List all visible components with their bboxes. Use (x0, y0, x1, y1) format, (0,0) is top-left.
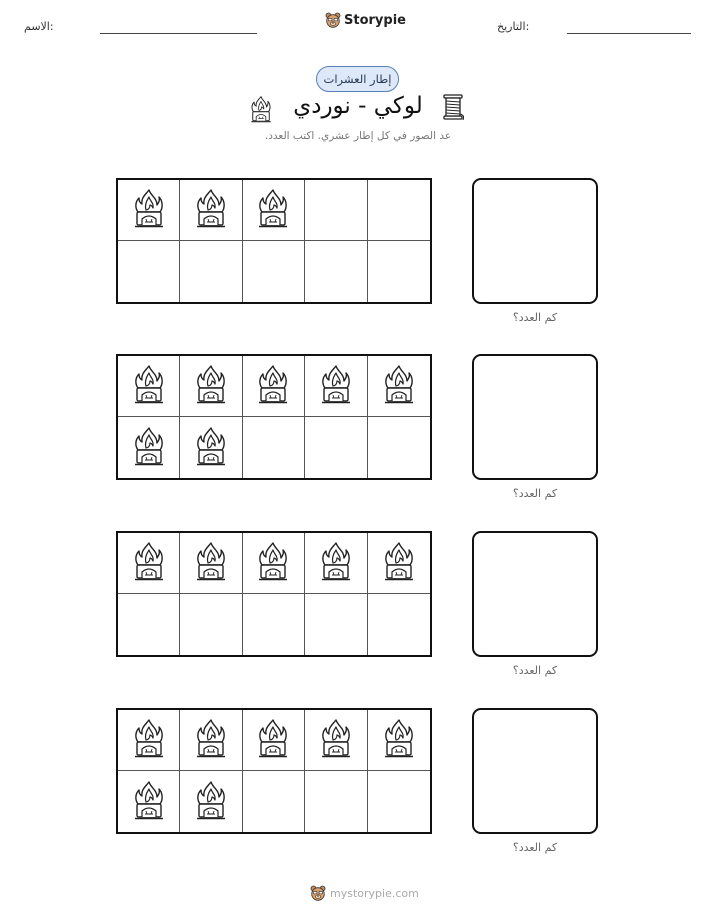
ten-frame-2 (116, 354, 432, 480)
ten-frame-cell (243, 180, 305, 241)
fireplace-icon (195, 364, 227, 408)
ten-frame-3 (116, 531, 432, 657)
date-line[interactable] (567, 33, 691, 34)
instructions: عد الصور في كل إطار عشري. اكتب العدد. (264, 130, 452, 142)
footer (310, 885, 419, 901)
ten-frame-cell (180, 180, 242, 241)
name-line[interactable] (100, 33, 257, 34)
footer-url[interactable]: mystorypie.com (330, 886, 419, 900)
ten-frame-cell (118, 533, 180, 594)
ten-frame-cell (243, 533, 305, 594)
answer-prompt: كم العدد؟ (512, 664, 558, 677)
ten-frame-1 (116, 178, 432, 304)
ten-frame-cell (180, 594, 242, 655)
date-label: التاريخ: (497, 20, 530, 33)
fireplace-icon (383, 364, 415, 408)
fireplace-icon (257, 718, 289, 762)
answer-prompt: كم العدد؟ (512, 487, 558, 500)
bear-face-icon (310, 885, 326, 901)
answer-box-1[interactable] (472, 178, 598, 304)
thread-spool-icon (440, 93, 466, 121)
name-label: الاسم: (24, 20, 54, 33)
ten-frame-cell (305, 533, 367, 594)
ten-frame-cell (243, 771, 305, 832)
ten-frame-cell (180, 417, 242, 478)
worksheet-title: لوكي - نوردي (293, 93, 423, 119)
ten-frame-cell (305, 710, 367, 771)
brand-name: Storypie (344, 12, 406, 28)
worksheet-type-badge: إطار العشرات (316, 66, 399, 92)
fireplace-icon (320, 718, 352, 762)
ten-frame-cell (118, 180, 180, 241)
ten-frame-cell (180, 710, 242, 771)
fireplace-icon (383, 541, 415, 585)
ten-frame-cell (368, 356, 430, 417)
ten-frame-cell (118, 241, 180, 302)
fireplace-icon (257, 188, 289, 232)
ten-frame-cell (368, 710, 430, 771)
fireplace-icon (195, 541, 227, 585)
ten-frame-cell (118, 356, 180, 417)
ten-frame-cell (305, 180, 367, 241)
answer-box-3[interactable] (472, 531, 598, 657)
fireplace-icon (133, 426, 165, 470)
ten-frame-cell (368, 594, 430, 655)
fireplace-icon (133, 718, 165, 762)
ten-frame-cell (243, 356, 305, 417)
fireplace-icon (133, 541, 165, 585)
brand-logo (325, 12, 406, 28)
ten-frame-cell (243, 417, 305, 478)
answer-box-4[interactable] (472, 708, 598, 834)
fireplace-icon (133, 188, 165, 232)
ten-frame-cell (118, 771, 180, 832)
ten-frame-cell (368, 241, 430, 302)
ten-frame-cell (243, 594, 305, 655)
answer-prompt: كم العدد؟ (512, 841, 558, 854)
ten-frame-cell (180, 241, 242, 302)
ten-frame-cell (305, 771, 367, 832)
ten-frame-cell (243, 710, 305, 771)
ten-frame-cell (368, 180, 430, 241)
ten-frame-cell (368, 417, 430, 478)
fireplace-icon (383, 718, 415, 762)
ten-frame-cell (118, 417, 180, 478)
ten-frame-cell (368, 533, 430, 594)
answer-prompt: كم العدد؟ (512, 311, 558, 324)
ten-frame-4 (116, 708, 432, 834)
fireplace-icon (320, 541, 352, 585)
fireplace-icon (195, 426, 227, 470)
ten-frame-cell (180, 771, 242, 832)
ten-frame-cell (180, 356, 242, 417)
ten-frame-cell (305, 594, 367, 655)
ten-frame-cell (118, 710, 180, 771)
ten-frame-cell (305, 356, 367, 417)
bear-face-icon (325, 12, 341, 28)
ten-frame-cell (368, 771, 430, 832)
ten-frame-cell (118, 594, 180, 655)
fireplace-icon (195, 188, 227, 232)
ten-frame-cell (180, 533, 242, 594)
fireplace-icon (320, 364, 352, 408)
fireplace-icon (133, 364, 165, 408)
fireplace-icon (195, 718, 227, 762)
fireplace-icon (257, 364, 289, 408)
fireplace-icon (257, 541, 289, 585)
ten-frame-cell (243, 241, 305, 302)
ten-frame-cell (305, 417, 367, 478)
ten-frame-cell (305, 241, 367, 302)
answer-box-2[interactable] (472, 354, 598, 480)
fireplace-icon (133, 780, 165, 824)
fireplace-icon (195, 780, 227, 824)
fireplace-icon (250, 95, 272, 127)
